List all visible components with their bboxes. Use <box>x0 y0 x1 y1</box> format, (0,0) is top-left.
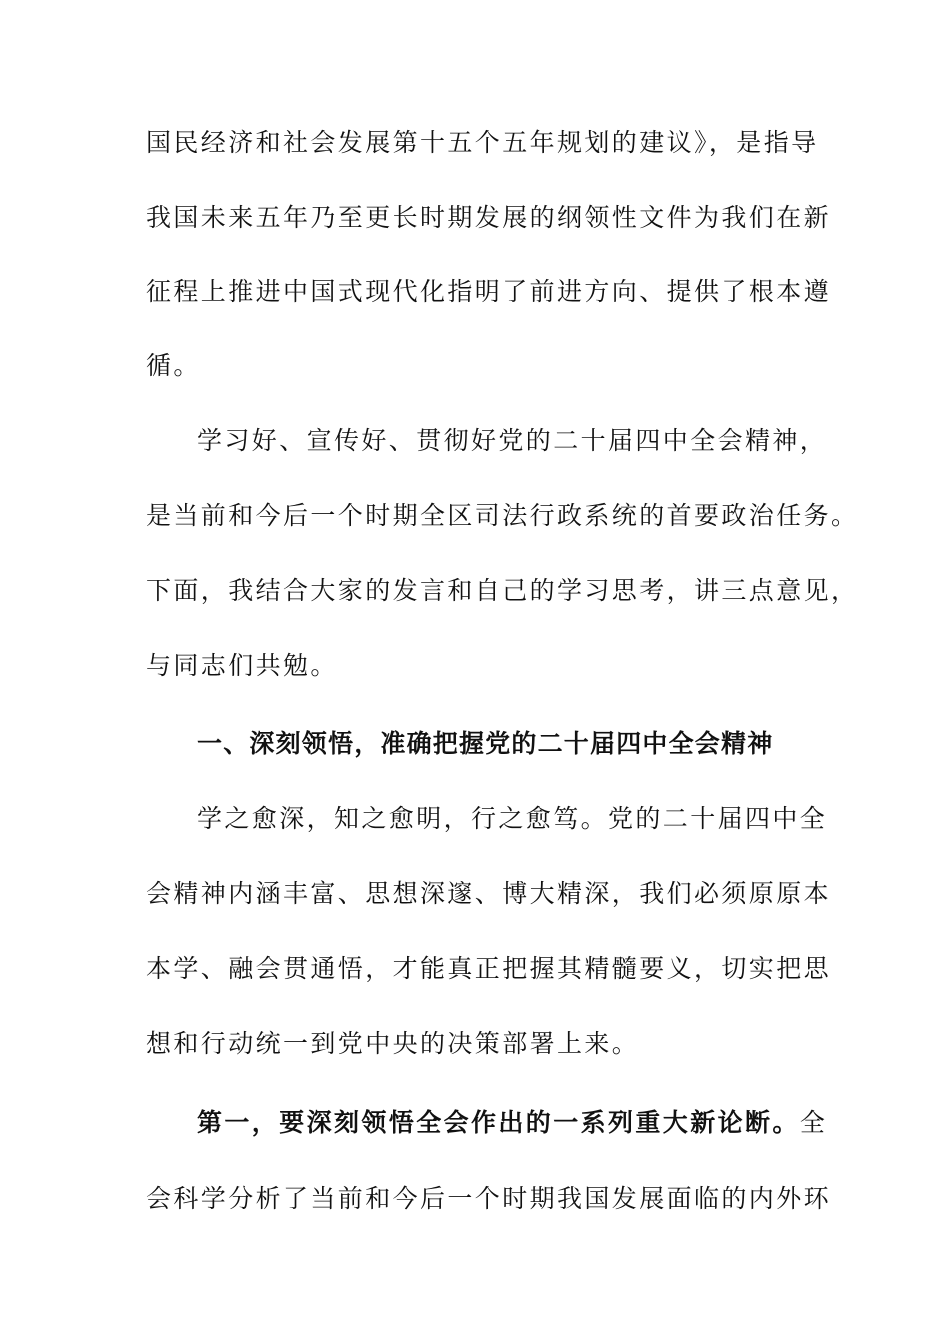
paragraph-line: 想和行动统一到党中央的决策部署上来。 <box>146 1029 640 1058</box>
paragraph-line <box>197 1106 857 1140</box>
lead-tail-text: 全 <box>799 1108 828 1137</box>
paragraph-line: 国民经济和社会发展第十五个五年规划的建议》，是指导 <box>146 128 819 157</box>
paragraph-line: 学习好、宣传好、贯彻好党的二十届四中全会精神， <box>197 426 828 455</box>
paragraph-line: 是当前和今后一个时期全区司法行政系统的首要政治任务。 <box>146 501 859 530</box>
paragraph-line: 下面，我结合大家的发言和自己的学习思考，讲三点意见， <box>146 576 859 605</box>
paragraph-line: 会科学分析了当前和今后一个时期我国发展面临的内外环 <box>146 1184 832 1213</box>
section-heading: 一、深刻领悟，准确把握党的二十届四中全会精神 <box>197 729 774 758</box>
bold-lead-text: 第一，要深刻领悟全会作出的一系列重大新论断。 <box>197 1108 800 1137</box>
paragraph-line: 循。 <box>146 351 201 380</box>
paragraph-line: 学之愈深，知之愈明，行之愈笃。党的二十届四中全 <box>197 804 828 833</box>
paragraph-line: 与同志们共勉。 <box>146 651 338 680</box>
paragraph-line: 我国未来五年乃至更长时期发展的纲领性文件为我们在新 <box>146 203 832 232</box>
paragraph-line: 本学、融会贯通悟，才能真正把握其精髓要义，切实把思 <box>146 954 832 983</box>
paragraph-line: 会精神内涵丰富、思想深邃、博大精深，我们必须原原本 <box>146 879 832 908</box>
paragraph-line: 征程上推进中国式现代化指明了前进方向、提供了根本遵 <box>146 277 832 306</box>
